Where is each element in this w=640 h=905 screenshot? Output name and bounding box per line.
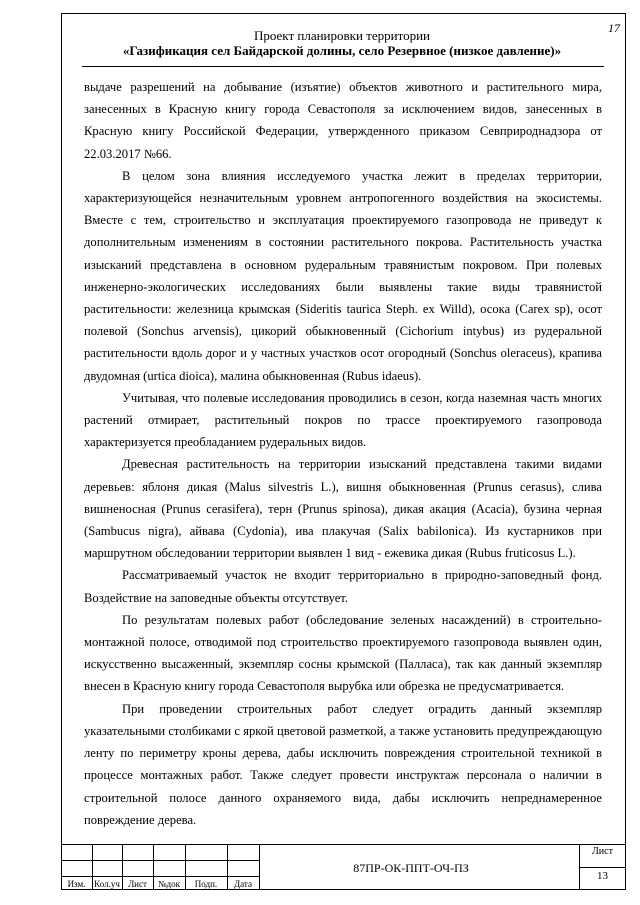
paragraph: При проведении строительных работ следует оградить данный экземпляр указательными столбиками с яркой цветовой разметкой, а также установить предупреждающую ленту по периметру кроны дерева, дабы исключить повреждения строительной техникой в процессе монтажных работ. Также следует провести инструктаж персонала о наличии в строительной полосе данного охраняемого вида, дабы исключить непреднамеренное повреждение дерева. (84, 701, 602, 827)
stamp-col-data: Дата (234, 879, 252, 889)
paragraph: выдаче разрешений на добывание (изъятие) объектов животного и растительного мира, занесенных в Красную книгу города Севастополя за исключением видов, занесенных в Красную книгу Российской Федерации, утвержденного приказом Севприроднадзора от 22.03.2017 №66. (84, 80, 602, 161)
paragraph: Учитывая, что полевые исследования проводились в сезон, когда наземная часть многих растений отмирает, растительный покров по трассе проектируемого газопровода характеризуется преобладанием рудеральных видов. (84, 390, 602, 450)
title-block-stamp (61, 844, 626, 890)
stamp-grid-line (259, 845, 260, 890)
header-project-title: Проект планировки территории (253, 28, 430, 43)
stamp-grid-line (61, 860, 259, 861)
paragraph: Древесная растительность на территории изысканий представлена такими видами деревьев: яблоня дикая (Malus silvestris L.), вишня обыкновенная (Prunus cerasus), слива вишненосная (Prunus cerasifera), терн (Prunus spinosa), дикая акация (Acacia), бузина черная (Sambucus nigra), айвава (Cydonia), ива плакучая (Salix babilonica). Из кустарников при маршрутном обследовании территории выявлен 1 вид - ежевика дикая (Rubus fruticosus L.). (84, 457, 602, 561)
stamp-grid-line (61, 876, 259, 877)
page-number: 17 (608, 21, 620, 35)
stamp-col-kol-uch: Кол.уч (94, 879, 120, 889)
stamp-col-list: Лист (128, 879, 147, 889)
stamp-grid-line (579, 867, 626, 868)
document-code: 87ПР-ОК-ППТ-ОЧ-ПЗ (353, 861, 469, 875)
stamp-col-podp: Подп. (194, 879, 218, 889)
paragraph: В целом зона влияния исследуемого участка лежит в пределах территории, характеризующейся незначительным уровнем антропогенного воздействия на экосистемы. Вместе с тем, строительство и эксплуатация проектируемого газопровода не приведут к дополнительным изменениям в состоянии растительного покрова. Растительность участка изысканий представлена в основном рудеральным травянистым покровом. При полевых инженерно-экологических исследованиях были выявлены такие виды травянистой растительности: железница крымская (Sideritis taurica Steph. ex Willd), осока (Carex sp), осот полевой (Sonchus arvensis), цикорий обыкновенный (Cichorium intybus) из рудеральной растительности вдоль дорог и у частных участков осот огородный (Sonchus oleraceus), крапива двудомная (urtica dioica), малина обыкновенная (Rubus idaeus). (84, 168, 602, 383)
paragraph: По результатам полевых работ (обследование зеленых насаждений) в строительно-монтажной полосе, отводимой под строительство проектируемого газопровода выявлен один, искусственно высаженный, экземпляр сосны крымской (Палласа), так как данный экземпляр внесен в Красную книгу города Севастополя вырубка или обрезка не предусматривается. (84, 612, 602, 694)
paragraph: Рассматриваемый участок не входит территориально в природно-заповедный фонд. Воздействие на заповедные объекты отсутствует. (84, 568, 602, 605)
header-project-name: «Газификация сел Байдарской долины, село Резервное (низкое давление)» (122, 43, 562, 58)
stamp-col-izm: Изм. (67, 879, 86, 889)
sheet-number: 13 (597, 870, 608, 882)
document-body (84, 76, 602, 831)
sheet-label: Лист (592, 846, 613, 857)
stamp-col-ndok: №док (157, 879, 181, 889)
header-divider (82, 66, 604, 67)
